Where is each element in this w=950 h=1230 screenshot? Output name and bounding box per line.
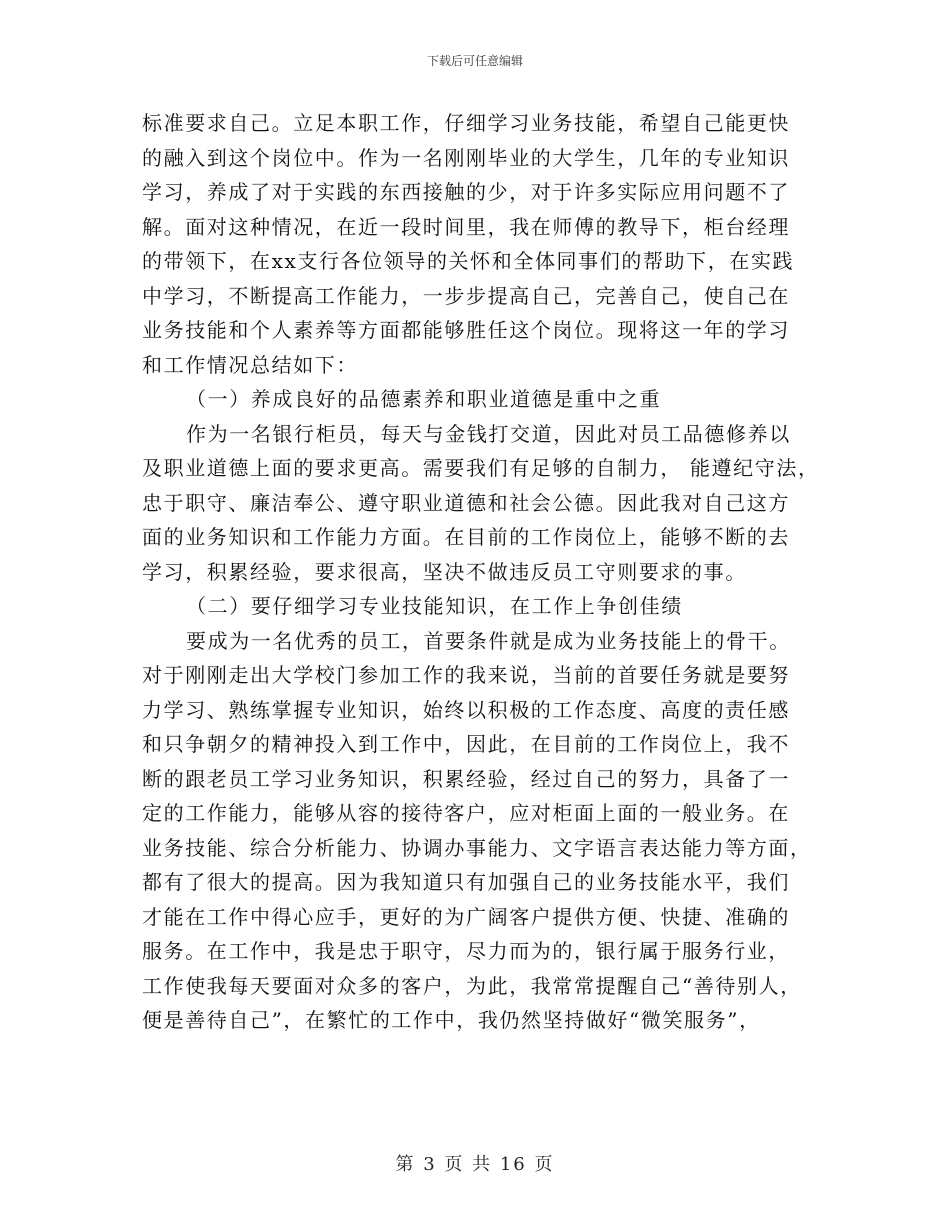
text-line: 业务技能和个人素养等方面都能够胜任这个岗位。现将这一年的学习 (142, 318, 790, 342)
document-body (142, 106, 832, 1038)
page-header: 下载后可任意编辑 (426, 54, 523, 68)
text-line: 才能在工作中得心应手，更好的为广阔客户提供方便、快捷、准确的 (142, 904, 790, 929)
text-line: 及职业道德上面的要求更高。需要我们有足够的自制力， 能遵纪守法， (142, 456, 820, 480)
text-line: 都有了很大的提高。因为我知道只有加强自己的业务技能水平，我们 (142, 870, 790, 894)
section-heading-1: （一）养成良好的品德素养和职业道德是重中之重 (186, 387, 662, 411)
text-line: 解。面对这种情况，在近一段时间里，我在师傅的教导下，柜台经理 (142, 214, 790, 239)
text-line: 忠于职守、廉洁奉公、遵守职业道德和社会公德。因此我对自己这方 (142, 490, 790, 515)
text-line: 便是善待自己”，在繁忙的工作中，我仍然坚持做好“微笑服务”， (142, 1008, 761, 1032)
text-line: 作为一名银行柜员，每天与金钱打交道，因此对员工品德修养以 (186, 421, 791, 446)
text-line: 和只争朝夕的精神投入到工作中，因此，在目前的工作岗位上，我不 (142, 732, 790, 756)
text-line: 定的工作能力，能够从容的接待客户，应对柜面上面的一般业务。在 (142, 801, 790, 825)
text-line: 对于刚刚走出大学校门参加工作的我来说，当前的首要任务就是要努 (142, 663, 790, 687)
text-line: 断的跟老员工学习业务知识，积累经验，经过自己的努力，具备了一 (142, 766, 790, 791)
text-line: 学习，养成了对于实践的东西接触的少，对于许多实际应用问题不了 (142, 180, 790, 204)
text-line: 标准要求自己。立足本职工作，仔细学习业务技能，希望自己能更快 (142, 111, 790, 135)
page-number-footer: 第 3 页 共 16 页 (395, 1154, 555, 1175)
text-line: 业务技能、综合分析能力、协调办事能力、文字语言表达能力等方面， (142, 835, 812, 860)
text-line: 面的业务知识和工作能力方面。在目前的工作岗位上，能够不断的去 (142, 525, 790, 549)
text-line: 的融入到这个岗位中。作为一名刚刚毕业的大学生，几年的专业知识 (142, 145, 790, 170)
text-line: 要成为一名优秀的员工，首要条件就是成为业务技能上的骨干。 (186, 628, 791, 653)
text-line: 力学习、熟练掌握专业知识，始终以积极的工作态度、高度的责任感 (142, 697, 790, 722)
text-line: 中学习，不断提高工作能力，一步步提高自己，完善自己，使自己在 (142, 283, 790, 308)
text-line: 学习，积累经验，要求很高，坚决不做违反员工守则要求的事。 (142, 559, 747, 584)
text-line: 和工作情况总结如下： (142, 352, 358, 377)
text-line: 的带领下，在xx支行各位领导的关怀和全体同事们的帮助下，在实践 (142, 249, 795, 273)
text-line: 工作使我每天要面对众多的客户，为此，我常常提醒自己“善待别人， (142, 973, 802, 998)
section-heading-2: （二）要仔细学习专业技能知识，在工作上争创佳绩 (186, 594, 683, 618)
text-line: 服务。在工作中，我是忠于职守，尽力而为的，银行属于服务行业， (142, 939, 790, 963)
